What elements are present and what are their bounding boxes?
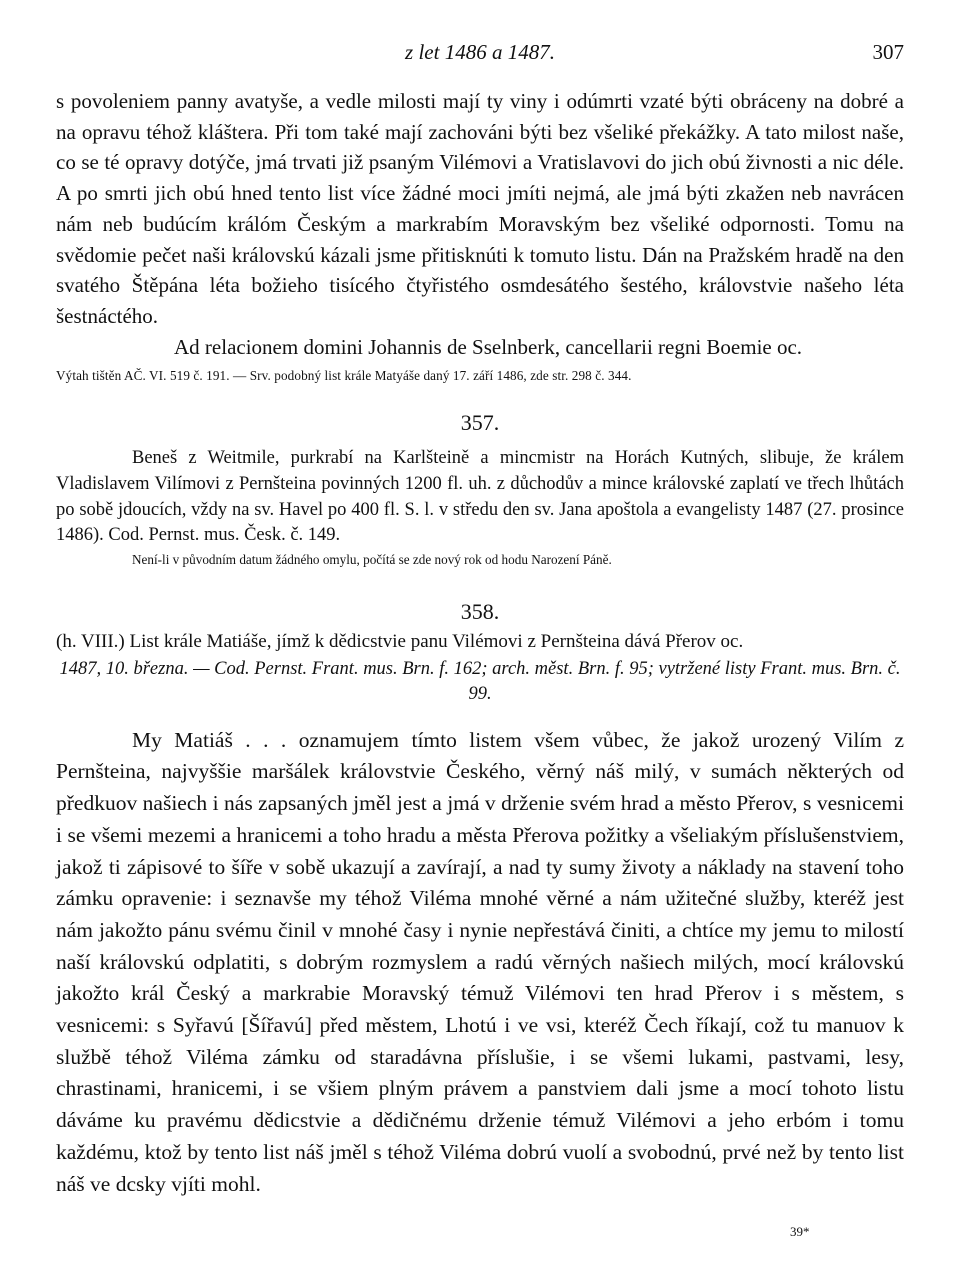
previous-document-text: s povoleniem panny avatyše, a vedle milosti mají ty viny i odúmrti vzaté býti obráceny na dobré a na opravu téhož kláštera. Při tom také mají zachováni býti bez všeliké překážky. A tato milost naše, co se té opravy dotýče, jmá trvati již psaným Vilémovi a Vratislavovi do jich obú živnosti a nic déle. A po smrti jich obú hned tento list více žádné moci jmíti nejmá, ale jmá býti zkažen neb navrácen nám neb budúcím králóm Českým a markrabím Moravským bez všeliké odpornosti. Tomu na svědomie pečet naši královskú kázali jsme přitisknúti k tomuto listu. Dán na Pražském hradě na den svatého Štěpána léta božieho tisícého čtyřistého osmdesátého šestého, královstvie našeho léta šestnáctého.: [56, 89, 904, 328]
note-357: Není-li v původním datum žádného omylu, počítá se zde nový rok od hodu Narození Páně.: [132, 551, 612, 567]
running-title: z let 1486 a 1487.: [405, 40, 555, 64]
document-text-358: My Matiáš . . . oznamujem tímto listem všem vůbec, že jakož urozený Vilím z Pernšteina, najvyššie maršálek královstvie Českého, věrný náš milý, v sumách některých od předkuov našiech i nás zapsaných jměl jest a jmá v drženie svém hrad a město Přerov, s vesnicemi i se všemi mezemi a hranicemi a toho hradu a města Přerova požitky a všeliakým příslušenstviem, jakož ti zápisové to šíře v sobě ukazují a zavírají, a nad ty sumy životy a náklady na stavení toho zámku opravenie: i seznavše my téhož Viléma mnohé věrné a nám užitečné služby, kteréž jest nám jakožto pánu svému činil v mnohé časy i nynie nepřestává činiti, a chtíce my jemu to milostí naší královskú odplatiti, s dobrým rozmyslem a radú věrných našiech milých, mocí královskú jakožto král Český a markrabie Moravský témuž Vilémovi ten hrad Přerov i s městem, s vesnicemi: s Syřavú [Šířavú] před městem, Lhotú i ve vsi, kteréž Čech říkají, což tu manuov k službě téhož Viléma zámku od staradávna příslušie, i se všemi lukami, pastvami, lesy, chrastinami, hranicemi, i se všiem plným právem a panstviem dali jsme a mocí tohoto listu dáváme ku pravému dědicstvie a dědičnému drženie témuž Vilémovi a jeho erbóm i tomu každému, ktož by tento list náš jměl s téhož Viléma dobrú vuolí a svobodnú, prvé než by tento list náš ve dcsky vjíti mohl.: [56, 727, 904, 1196]
page-header: [56, 40, 904, 70]
signature-mark: 39*: [790, 1224, 810, 1239]
previous-document-note: Výtah tištěn AČ. VI. 519 č. 191. — Srv. podobný list krále Matyáše daný 17. září 1486, zde str. 298 č. 344.: [56, 368, 632, 384]
page-content: [56, 86, 904, 1200]
document-number-357: 357.: [460, 410, 500, 436]
document-number-358: 358.: [460, 598, 500, 624]
regest-357: Beneš z Weitmile, purkrabí na Karlšteině a mincmistr na Horách Kutných, slibuje, že králem Vladislavem Vilímovi z Pernšteina povinných 1200 fl. uh. z důchodův a mince královské zaplatí ve třech lhůtách po sobě jdoucích, vždy na sv. Havel po 400 fl. S. l. v středu den sv. Jana apoštola a evangelisty 1487 (27. prosince 1486). Cod. Pernst. mus. Česk. č. 149.: [56, 448, 904, 546]
heading-358: (h. VIII.) List krále Matiáše, jímž k dědicstvie panu Vilémovi z Pernšteina dává Přerov oc.: [56, 630, 744, 652]
ad-relationem-line: Ad relacionem domini Johannis de Sselnberk, cancellarii regni Boemie oc.: [174, 334, 803, 359]
page-number: 307: [872, 40, 904, 64]
sources-358: 1487, 10. března. — Cod. Pernst. Frant. mus. Brn. f. 162; arch. měst. Brn. f. 95; vytržené listy Frant. mus. Brn. č. 99.: [59, 658, 901, 704]
